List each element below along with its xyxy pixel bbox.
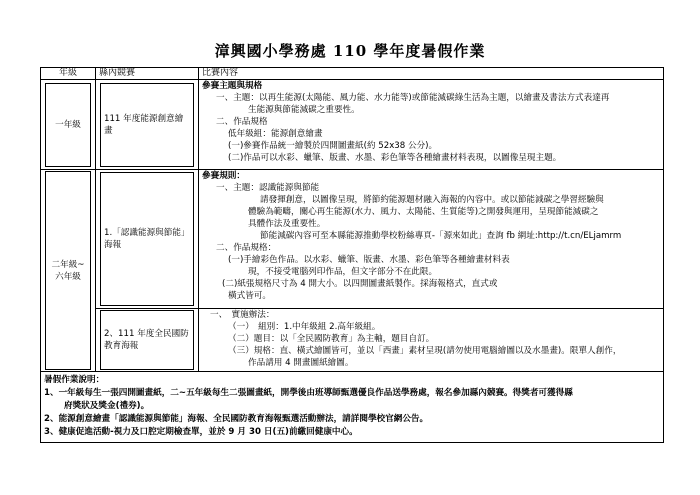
content-line: 二、作品規格： [216, 243, 277, 253]
content-line: （一） 組別：1.中年級組 2.高年級組。 [228, 322, 381, 332]
content-line: 現，不接受電腦列印作品，但文字部分不在此限。 [248, 267, 438, 277]
content-line: 生能源與節能減碳之重要性。 [248, 105, 360, 115]
notes-item: 2、能源創意繪畫「認識能源與節能」海報、全民國防教育海報甄選活動辦法，請詳閱學校官網公告。 [44, 414, 429, 424]
header-county-competition: 縣內競賽 [96, 68, 199, 80]
homework-table [40, 67, 664, 443]
content-heading: 參賽主題與規格 [202, 81, 263, 91]
content-line: 節能減碳內容可至本縣能源推動學校粉絲專頁-「源來如此」查詢 fb 網址:http://t.cn/ELjamrm [260, 231, 622, 241]
header-content: 比賽內容 [199, 68, 664, 80]
grade-box [45, 83, 91, 167]
competition-name: 111 年度能源創意繪畫 [104, 113, 184, 136]
table-row-grade-2-6-b [41, 309, 664, 372]
notes-item: 3、健康促進活動-視力及口腔定期檢查單，並於 9 月 30 日(五)前繳回健康中心。 [44, 427, 358, 437]
grade-label-line1: 二年級~ [51, 259, 85, 270]
content-cell [199, 170, 664, 309]
content-line: 作品請用 4 開畫圖紙繪圖。 [248, 358, 354, 368]
content-line: 二、作品規格 [216, 117, 268, 127]
grade-cell [41, 170, 96, 372]
content-line: (二)作品可以水彩、蠟筆、版畫、水墨、彩色筆等各種繪畫材料表現，以圖像呈現主題。 [228, 153, 562, 163]
content-line: 一、主題：以再生能源(太陽能、風力能、水力能等)或節能減碳綠生活為主題，以繪畫及書法方式表達再 [216, 93, 610, 103]
notes-heading: 暑假作業說明： [44, 375, 105, 385]
grade-cell [41, 80, 96, 170]
content-line: 一、 實施辦法： [210, 310, 275, 320]
notes-cell [41, 372, 664, 443]
content-cell [199, 309, 664, 372]
table-row-grade-2-6-a [41, 170, 664, 309]
competition-cell [96, 80, 199, 170]
content-cell [199, 80, 664, 170]
table-row-grade-1 [41, 80, 664, 170]
content-line: 一、主題：認識能源與節能 [216, 183, 320, 193]
competition-name: 1.「認識能源與節能」海報 [104, 228, 190, 250]
table-header-row [41, 68, 664, 80]
content-heading: 參賽規則： [202, 171, 245, 181]
notes-item: 府獎狀及獎金(禮券)。 [64, 401, 150, 411]
document-title: 漳興國小學務處 110 學年度暑假作業 [214, 42, 486, 60]
grade-label: 一年級 [55, 119, 81, 130]
grade-label-line2: 六年級 [55, 271, 81, 282]
competition-box [100, 83, 194, 167]
competition-cell [96, 309, 199, 372]
content-line: 低年級組：能源創意繪畫 [228, 129, 323, 139]
content-line: 體驗為範疇，關心再生能源(水力、風力、太陽能、生質能等)之開發與運用，呈現節能減碳之 [248, 207, 599, 217]
content-line: (一)手繪彩色作品。以水彩、蠟筆、版畫、水墨、彩色筆等各種繪畫材料表 [228, 255, 510, 265]
competition-box [100, 172, 194, 306]
content-line: 具體作法及重要性。 [248, 219, 326, 229]
content-line: （二）題目：以「全民國防教育」為主軸，題目自訂。 [228, 334, 435, 344]
content-line: (二)紙張規格尺寸為 4 開大小。以四開圖畫紙製作。採海報格式，直式或 [222, 279, 498, 289]
content-line: （三）規格：直、橫式繪圖皆可，並以「西畫」素材呈現(請勿使用電腦繪圖以及水墨畫)。限單人創作， [228, 346, 622, 356]
content-line: 請發揮創意，以圖像呈現，將節約能源題材融入海報的內容中。或以節能減碳之學習經驗與 [260, 195, 604, 205]
content-line: 橫式皆可。 [228, 291, 271, 301]
competition-cell [96, 170, 199, 309]
notes-row [41, 372, 664, 443]
header-grade: 年級 [41, 68, 96, 80]
grade-box [45, 171, 91, 370]
notes-item: 1、一年級每生一張四開圖畫紙，二~五年級每生二張圖畫紙，開學後由班導師甄選優良作品送學務處，報名參加縣內競賽。得獎者可獲得縣 [44, 388, 573, 398]
competition-box [100, 310, 194, 370]
competition-name: 2、111 年度全民國防教育海報 [104, 329, 189, 351]
content-line: (一)參賽作品統一繪製於四開圖畫紙(約 52x38 公分)。 [228, 141, 438, 151]
